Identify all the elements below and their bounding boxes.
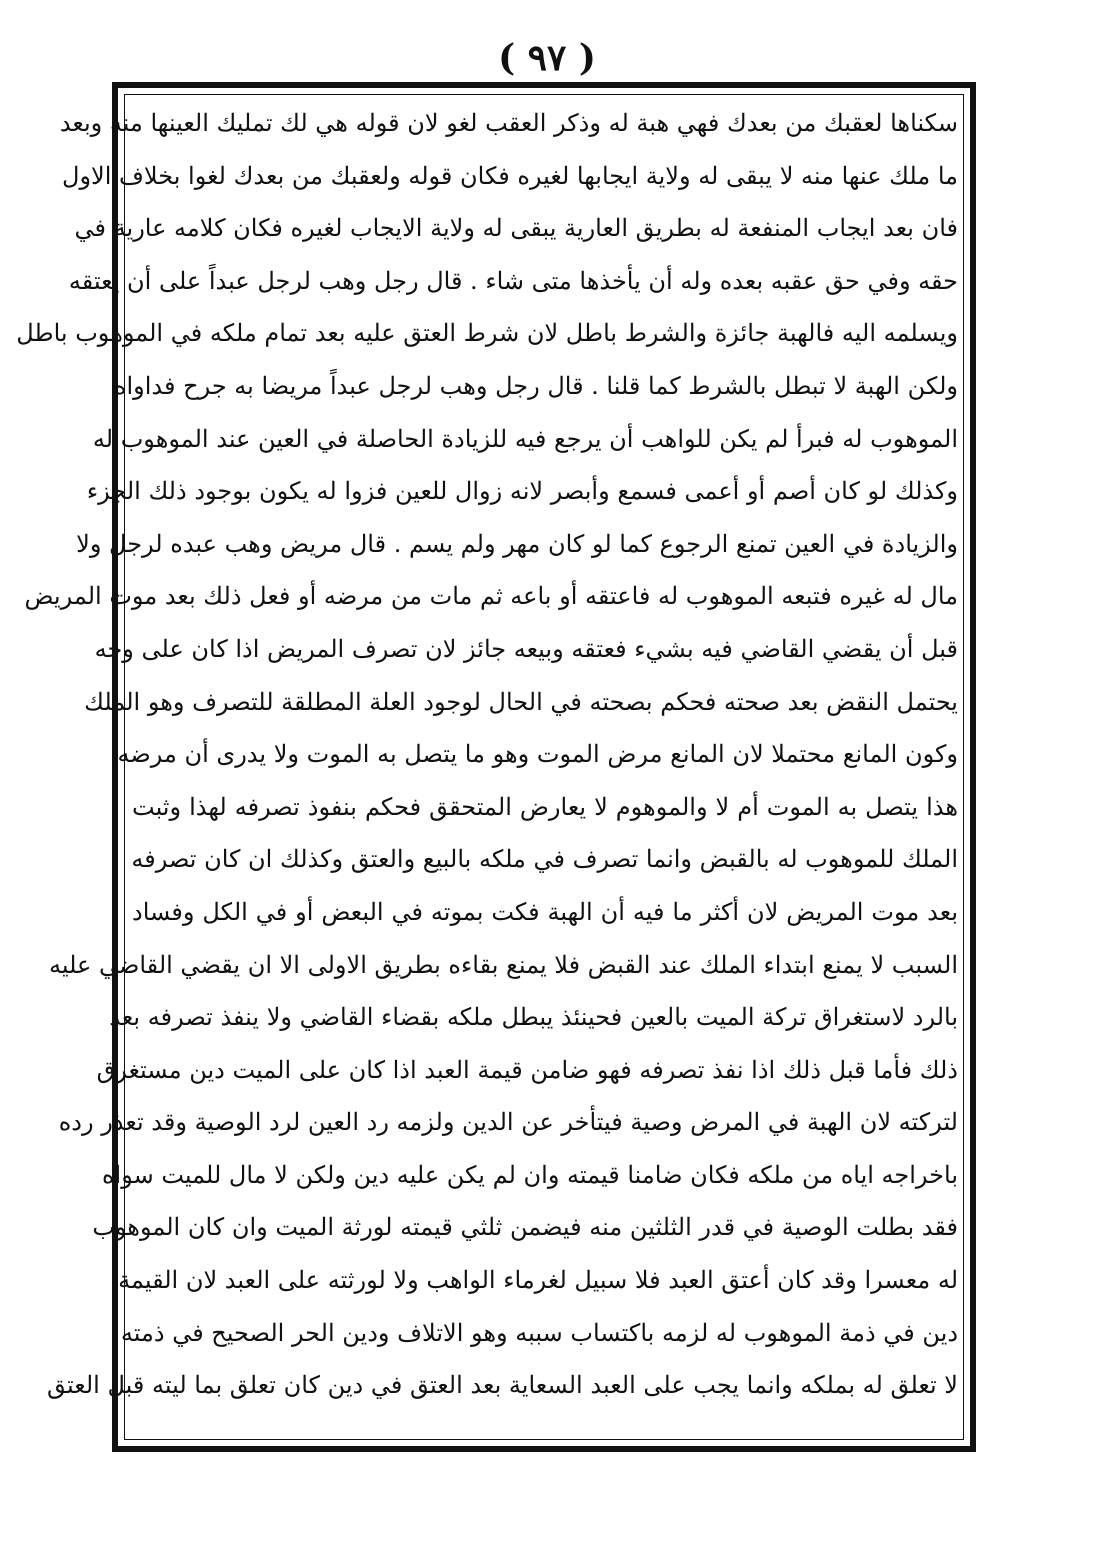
text-line: حقه وفي حق عقبه بعده وله أن يأخذها متى شاء . قال رجل وهب لرجل عبداً على أن يعتقه: [68, 266, 958, 295]
text-line: ما ملك عنها منه لا يبقى له ولاية ايجابها لغيره فكان قوله ولعقبك من بعدك لغوا بخلاف الاول: [62, 161, 958, 190]
text-line: له معسرا وقد كان أعتق العبد فلا سبيل لغرماء الواهب ولا لورثته على العبد لان القيمة: [118, 1266, 958, 1295]
text-line: دين في ذمة الموهوب له لزمه باكتساب سببه وهو الاتلاف ودين الحر الصحيح في ذمته: [120, 1318, 958, 1347]
text-line: الملك للموهوب له بالقبض وانما تصرف في ملكه بالبيع والعتق وكذلك ان كان تصرفه: [131, 845, 958, 874]
body-text: [16, 97, 962, 1412]
text-line: هذا يتصل به الموت أم لا والموهوم لا يعارض المتحقق فحكم بنفوذ تصرفه لهذا وثبت: [132, 792, 958, 821]
text-line: السبب لا يمنع ابتداء الملك عند القبض فلا يمنع بقاءه بطريق الاولى الا ان يقضي القاضي عليه: [48, 950, 958, 979]
text-line: وكذلك لو كان أصم أو أعمى فسمع وأبصر لانه زوال للعين فزوا له يكون بوجود ذلك الجزء: [86, 477, 958, 506]
text-line: لا تعلق له بملكه وانما يجب على العبد السعاية بعد العتق في دين كان تعلق بما ليته قبل العتق: [47, 1371, 958, 1400]
text-line: سكناها لعقبك من بعدك فهي هبة له وذكر العقب لغو لان قوله هي لك تمليك العينها منه وبعد: [59, 109, 958, 137]
text-line: بعد موت المريض لان أكثر ما فيه أن الهبة فكت بموته في البعض أو في الكل وفساد: [132, 897, 958, 926]
text-line: وكون المانع محتملا لان المانع مرض الموت وهو ما يتصل به الموت ولا يدرى أن مرضه: [117, 740, 958, 769]
text-line: الموهوب له فبرأ لم يكن للواهب أن يرجع فيه للزيادة الحاصلة في العين عند الموهوب له: [92, 424, 958, 453]
text-line: يحتمل النقض بعد صحته فحكم بصحته في الحال لوجود العلة المطلقة للتصرف وهو الملك: [84, 687, 958, 716]
text-line: ذلك فأما قبل ذلك اذا نفذ تصرفه فهو ضامن قيمة العبد اذا كان على الميت دين مستغرق: [96, 1055, 958, 1084]
page-number: ( ٩٧ ): [498, 37, 596, 79]
text-line: فان بعد ايجاب المنفعة له بطريق العارية يبقى له ولاية الايجاب لغيره فكان كلامه عارية في: [74, 214, 958, 243]
text-line: قبل أن يقضي القاضي فيه بشيء فعتقه وبيعه جائز لان تصرف المريض اذا كان على وجه: [94, 634, 958, 663]
text-line: ولكن الهبة لا تبطل بالشرط كما قلنا . قال رجل وهب لرجل عبداً مريضا به جرح فداواه: [113, 371, 958, 400]
text-line: والزيادة في العين تمنع الرجوع كما لو كان مهر ولم يسم . قال مريض وهب عبده لرجل ولا: [76, 529, 958, 558]
text-line: ويسلمه اليه فالهبة جائزة والشرط باطل لان شرط العتق عليه بعد تمام ملكه في الموهوب باطل: [16, 319, 958, 348]
text-line: باخراجه اياه من ملكه فكان ضامنا قيمته وان لم يكن عليه دين ولكن لا مال للميت سواه: [101, 1160, 958, 1189]
text-line: لتركته لان الهبة في المرض وصية فيتأخر عن الدين ولزمه رد العين لرد الوصية وقد تعذر رده: [58, 1108, 958, 1137]
text-line: مال له غيره فتبعه الموهوب له فاعتقه أو باعه ثم مات من مرضه أو فعل ذلك بعد موت المريض: [24, 582, 958, 611]
text-line: بالرد لاستغراق تركة الميت بالعين فحينئذ يبطل ملكه بقضاء القاضي ولا ينفذ تصرفه بعد: [109, 1003, 958, 1032]
text-line: فقد بطلت الوصية في قدر الثلثين منه فيضمن ثلثي قيمته لورثة الميت وان كان الموهوب: [92, 1213, 958, 1242]
